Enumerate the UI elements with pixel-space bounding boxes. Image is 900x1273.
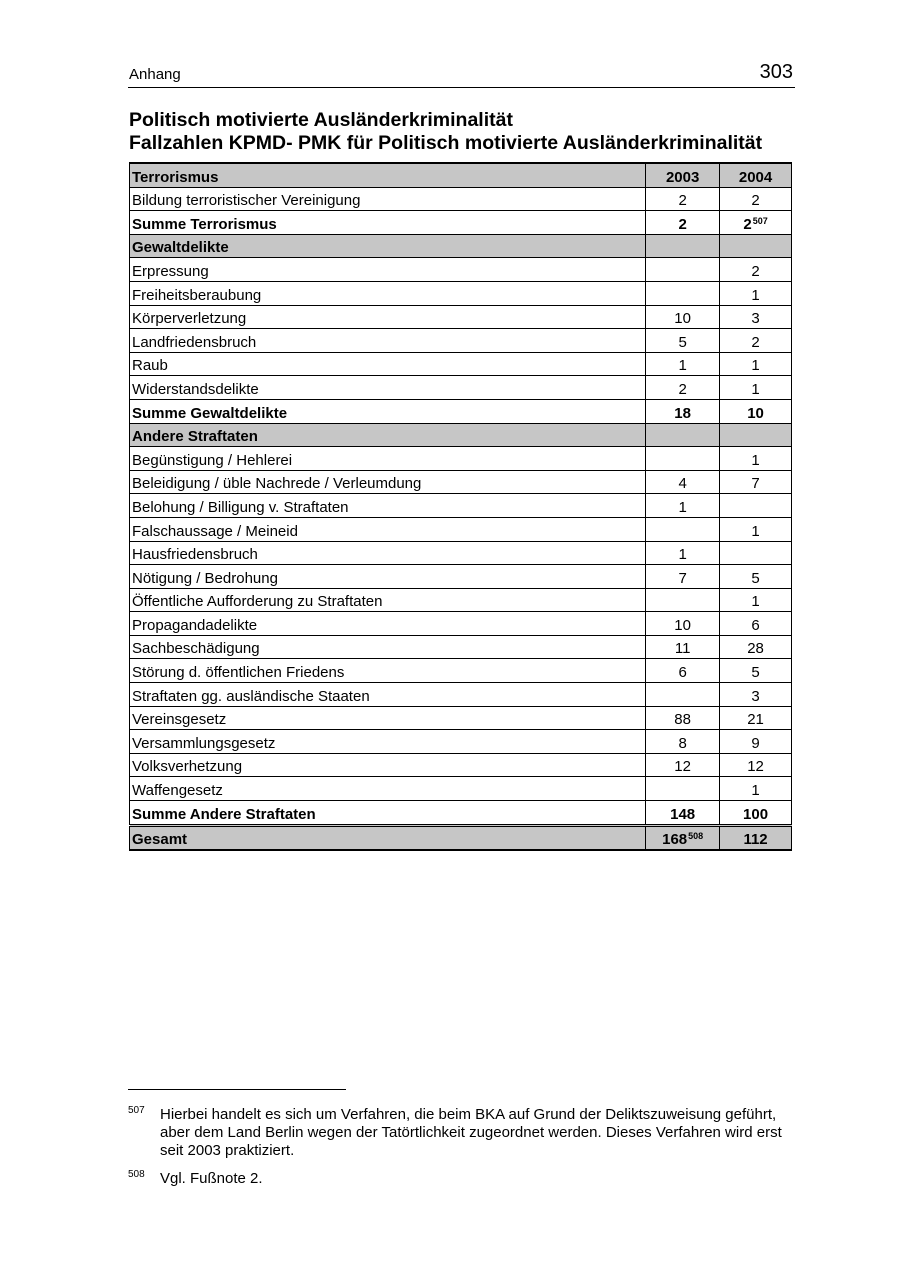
- table-row: [130, 187, 792, 211]
- row-label: Versammlungsgesetz: [130, 730, 646, 754]
- value-2004: [720, 683, 792, 707]
- row-label: Widerstandsdelikte: [130, 376, 646, 400]
- table-row: [130, 517, 792, 541]
- value-2004: [720, 470, 792, 494]
- table-row: [130, 730, 792, 754]
- value-2003: [646, 730, 720, 754]
- value-2003: [646, 470, 720, 494]
- table-row: [130, 329, 792, 353]
- row-label: Summe Andere Straftaten: [130, 801, 646, 826]
- table-row: [130, 352, 792, 376]
- row-label: Öffentliche Aufforderung zu Straftaten: [130, 588, 646, 612]
- cell-value: 1: [678, 357, 687, 375]
- value-2004: [720, 541, 792, 565]
- header-year-2003: 2003: [646, 163, 720, 187]
- cell-value: 28: [747, 640, 764, 658]
- cell-value: 4: [678, 475, 687, 493]
- value-2003: [646, 541, 720, 565]
- value-2003: [646, 753, 720, 777]
- cell-value: 1: [678, 546, 687, 564]
- value-2004: [720, 730, 792, 754]
- cell-value: 100: [743, 805, 769, 823]
- cell-value: 1: [751, 522, 760, 540]
- value-2004: [720, 187, 792, 211]
- row-label: Waffengesetz: [130, 777, 646, 801]
- footnote-507: [128, 1106, 796, 1160]
- subtotal-row: [130, 399, 792, 423]
- table-row: [130, 470, 792, 494]
- footnote-reference: 508: [688, 831, 704, 842]
- cell-value: 2: [743, 215, 752, 233]
- row-label: Landfriedensbruch: [130, 329, 646, 353]
- table-row: [130, 683, 792, 707]
- value-2004: [720, 211, 792, 235]
- value-2003: [646, 706, 720, 730]
- row-label: Straftaten gg. ausländische Staaten: [130, 683, 646, 707]
- value-2004: [720, 588, 792, 612]
- value-2003: [646, 612, 720, 636]
- subtotal-row: [130, 211, 792, 235]
- table-row: [130, 777, 792, 801]
- value-2004: [720, 706, 792, 730]
- cell-value: 7: [678, 569, 687, 587]
- cell-value: 2: [751, 262, 760, 280]
- row-label: Bildung terroristischer Vereinigung: [130, 187, 646, 211]
- row-label: Störung d. öffentlichen Friedens: [130, 659, 646, 683]
- value-2003: [646, 352, 720, 376]
- table-row: [130, 706, 792, 730]
- cell-value: 112: [743, 831, 768, 849]
- group-header-row: [130, 234, 792, 258]
- section-label: Anhang: [129, 66, 181, 83]
- table-row: [130, 376, 792, 400]
- cell-value: 1: [751, 286, 760, 304]
- cell-value: 6: [751, 616, 760, 634]
- value-2003: [646, 305, 720, 329]
- cell-value: 10: [674, 310, 691, 328]
- value-2004: [720, 801, 792, 826]
- row-label: Nötigung / Bedrohung: [130, 565, 646, 589]
- page-header: [128, 60, 795, 88]
- value-2003: [646, 588, 720, 612]
- cell-value: 18: [674, 404, 691, 422]
- value-2004: [720, 234, 792, 258]
- cell-value: 2: [751, 192, 760, 210]
- cell-value: 6: [678, 664, 687, 682]
- value-2003: [646, 258, 720, 282]
- table-row: [130, 494, 792, 518]
- footnote-reference: 507: [752, 215, 768, 226]
- value-2004: [720, 399, 792, 423]
- subtotal-row: [130, 801, 792, 826]
- cell-value: 2: [678, 192, 687, 210]
- table-row: [130, 258, 792, 282]
- cell-value: 5: [751, 664, 760, 682]
- table-row: [130, 541, 792, 565]
- cell-value: 1: [751, 357, 760, 375]
- value-2003: [646, 659, 720, 683]
- value-2003: [646, 683, 720, 707]
- table-row: [130, 281, 792, 305]
- value-2003: [646, 517, 720, 541]
- cell-value: 10: [747, 404, 764, 422]
- cell-value: 9: [751, 734, 760, 752]
- table-row: [130, 659, 792, 683]
- row-label: Volksverhetzung: [130, 753, 646, 777]
- group-header-row: [130, 423, 792, 447]
- value-2003: [646, 447, 720, 471]
- value-2003: [646, 777, 720, 801]
- cell-value: 1: [751, 451, 760, 469]
- page-number: 303: [759, 61, 793, 83]
- row-label: Hausfriedensbruch: [130, 541, 646, 565]
- cell-value: 8: [678, 734, 687, 752]
- row-label: Falschaussage / Meineid: [130, 517, 646, 541]
- table-row: [130, 447, 792, 471]
- table-row: [130, 565, 792, 589]
- table-row: [130, 612, 792, 636]
- row-label: Vereinsgesetz: [130, 706, 646, 730]
- value-2004: [720, 825, 792, 850]
- cell-value: 148: [670, 805, 696, 823]
- cell-value: 168: [662, 831, 688, 849]
- row-label: Erpressung: [130, 258, 646, 282]
- value-2004: [720, 329, 792, 353]
- value-2003: [646, 423, 720, 447]
- statistics-table: [129, 162, 792, 851]
- row-label: Summe Terrorismus: [130, 211, 646, 235]
- value-2003: [646, 635, 720, 659]
- cell-value: 2: [751, 333, 760, 351]
- value-2004: [720, 281, 792, 305]
- value-2004: [720, 258, 792, 282]
- table-row: [130, 635, 792, 659]
- value-2004: [720, 305, 792, 329]
- value-2004: [720, 517, 792, 541]
- table-row: [130, 753, 792, 777]
- cell-value: 1: [751, 782, 760, 800]
- row-label: Gesamt: [130, 825, 646, 850]
- cell-value: 88: [674, 711, 691, 729]
- footnote-text: Vgl. Fußnote 2.: [160, 1170, 263, 1187]
- value-2004: [720, 352, 792, 376]
- row-label: Körperverletzung: [130, 305, 646, 329]
- value-2003: [646, 565, 720, 589]
- value-2004: [720, 612, 792, 636]
- table-row: [130, 305, 792, 329]
- cell-value: 12: [674, 758, 691, 776]
- footnote-508: [128, 1170, 796, 1188]
- row-label: Belohung / Billigung v. Straftaten: [130, 494, 646, 518]
- row-label: Summe Gewaltdelikte: [130, 399, 646, 423]
- value-2003: [646, 329, 720, 353]
- cell-value: 5: [678, 333, 687, 351]
- cell-value: 10: [674, 616, 691, 634]
- value-2004: [720, 565, 792, 589]
- header-label: Terrorismus: [130, 163, 646, 187]
- cell-value: 1: [751, 380, 760, 398]
- total-row: [130, 825, 792, 850]
- value-2003: [646, 825, 720, 850]
- row-label: Begünstigung / Hehlerei: [130, 447, 646, 471]
- title-line-2: Fallzahlen KPMD- PMK für Politisch motivierte Ausländerkriminalität: [129, 132, 763, 154]
- value-2003: [646, 376, 720, 400]
- value-2003: [646, 399, 720, 423]
- cell-value: 3: [751, 687, 760, 705]
- cell-value: 1: [678, 498, 687, 516]
- header-year-2004: 2004: [720, 163, 792, 187]
- value-2004: [720, 635, 792, 659]
- value-2004: [720, 777, 792, 801]
- row-label: Gewaltdelikte: [130, 234, 646, 258]
- cell-value: 5: [751, 569, 760, 587]
- value-2004: [720, 494, 792, 518]
- footnote-mark: 508: [128, 1169, 145, 1180]
- table-row: [130, 588, 792, 612]
- cell-value: 11: [674, 640, 691, 658]
- row-label: Propagandadelikte: [130, 612, 646, 636]
- row-label: Beleidigung / üble Nachrede / Verleumdung: [130, 470, 646, 494]
- cell-value: 2: [678, 380, 687, 398]
- value-2003: [646, 494, 720, 518]
- cell-value: 1: [751, 593, 760, 611]
- value-2003: [646, 211, 720, 235]
- value-2003: [646, 281, 720, 305]
- footnote-mark: 507: [128, 1105, 145, 1116]
- value-2003: [646, 187, 720, 211]
- footnote-separator: [128, 1089, 346, 1090]
- value-2004: [720, 376, 792, 400]
- row-label: Andere Straftaten: [130, 423, 646, 447]
- cell-value: 3: [751, 310, 760, 328]
- cell-value: 2: [678, 215, 687, 233]
- page-title: [129, 109, 829, 155]
- footnote-text: Hierbei handelt es sich um Verfahren, die beim BKA auf Grund der Deliktszuweisung geführt, aber dem Land Berlin wegen der Tatörtlichkeit zugeordnet werden. Dieses Verfahren wird erst seit 2003 praktiziert.: [160, 1106, 782, 1159]
- row-label: Freiheitsberaubung: [130, 281, 646, 305]
- cell-value: 21: [747, 711, 764, 729]
- row-label: Sachbeschädigung: [130, 635, 646, 659]
- value-2004: [720, 659, 792, 683]
- cell-value: 7: [751, 475, 760, 493]
- title-line-1: Politisch motivierte Ausländerkriminalität: [129, 109, 513, 131]
- value-2003: [646, 801, 720, 826]
- row-label: Raub: [130, 352, 646, 376]
- value-2004: [720, 753, 792, 777]
- value-2004: [720, 447, 792, 471]
- cell-value: 12: [747, 758, 764, 776]
- value-2003: [646, 234, 720, 258]
- value-2004: [720, 423, 792, 447]
- table-header-row: [130, 163, 792, 187]
